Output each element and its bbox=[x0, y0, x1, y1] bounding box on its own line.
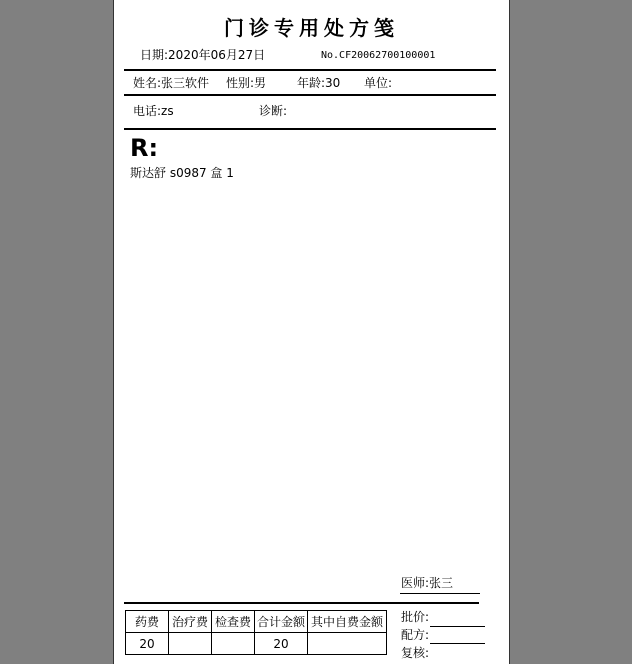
doctor-signature: 医师:张三 bbox=[401, 576, 454, 590]
fee-value-exam bbox=[212, 633, 255, 655]
fee-value-total: 20 bbox=[255, 633, 308, 655]
prescription-number: No.CF20062700100001 bbox=[321, 50, 436, 61]
divider bbox=[124, 128, 496, 130]
dispense-underline bbox=[430, 643, 485, 644]
review-label: 复核: bbox=[401, 646, 430, 660]
prescription-line: 斯达舒 s0987 盒 1 bbox=[130, 166, 234, 180]
signature-underline bbox=[400, 593, 480, 594]
fees-value-row bbox=[126, 633, 387, 655]
divider bbox=[124, 69, 496, 71]
fee-value-drug: 20 bbox=[126, 633, 169, 655]
approve-underline bbox=[430, 626, 485, 627]
fee-header-self-pay: 其中自费金额 bbox=[308, 611, 387, 633]
patient-name: 姓名:张三软件 bbox=[133, 76, 210, 90]
fees-table bbox=[125, 610, 387, 655]
prescription-sheet bbox=[113, 0, 510, 664]
fee-header-treatment: 治疗费 bbox=[169, 611, 212, 633]
patient-phone: 电话:zs bbox=[133, 104, 174, 118]
fee-value-treatment bbox=[169, 633, 212, 655]
patient-age: 年龄:30 bbox=[297, 76, 341, 90]
fee-header-drug: 药费 bbox=[126, 611, 169, 633]
patient-gender: 性别:男 bbox=[226, 76, 267, 90]
fee-value-self-pay bbox=[308, 633, 387, 655]
approve-label: 批价: bbox=[401, 610, 430, 624]
date-label: 日期:2020年06月27日 bbox=[140, 48, 266, 62]
fee-header-total: 合计金额 bbox=[255, 611, 308, 633]
divider bbox=[124, 602, 479, 604]
fee-header-exam: 检查费 bbox=[212, 611, 255, 633]
page-title: 门诊专用处方笺 bbox=[224, 16, 399, 40]
fees-header-row bbox=[126, 611, 387, 633]
rx-symbol: R: bbox=[130, 134, 159, 162]
divider bbox=[124, 94, 496, 96]
diagnosis-label: 诊断: bbox=[259, 104, 288, 118]
patient-unit: 单位: bbox=[364, 76, 393, 90]
dispense-label: 配方: bbox=[401, 628, 430, 642]
